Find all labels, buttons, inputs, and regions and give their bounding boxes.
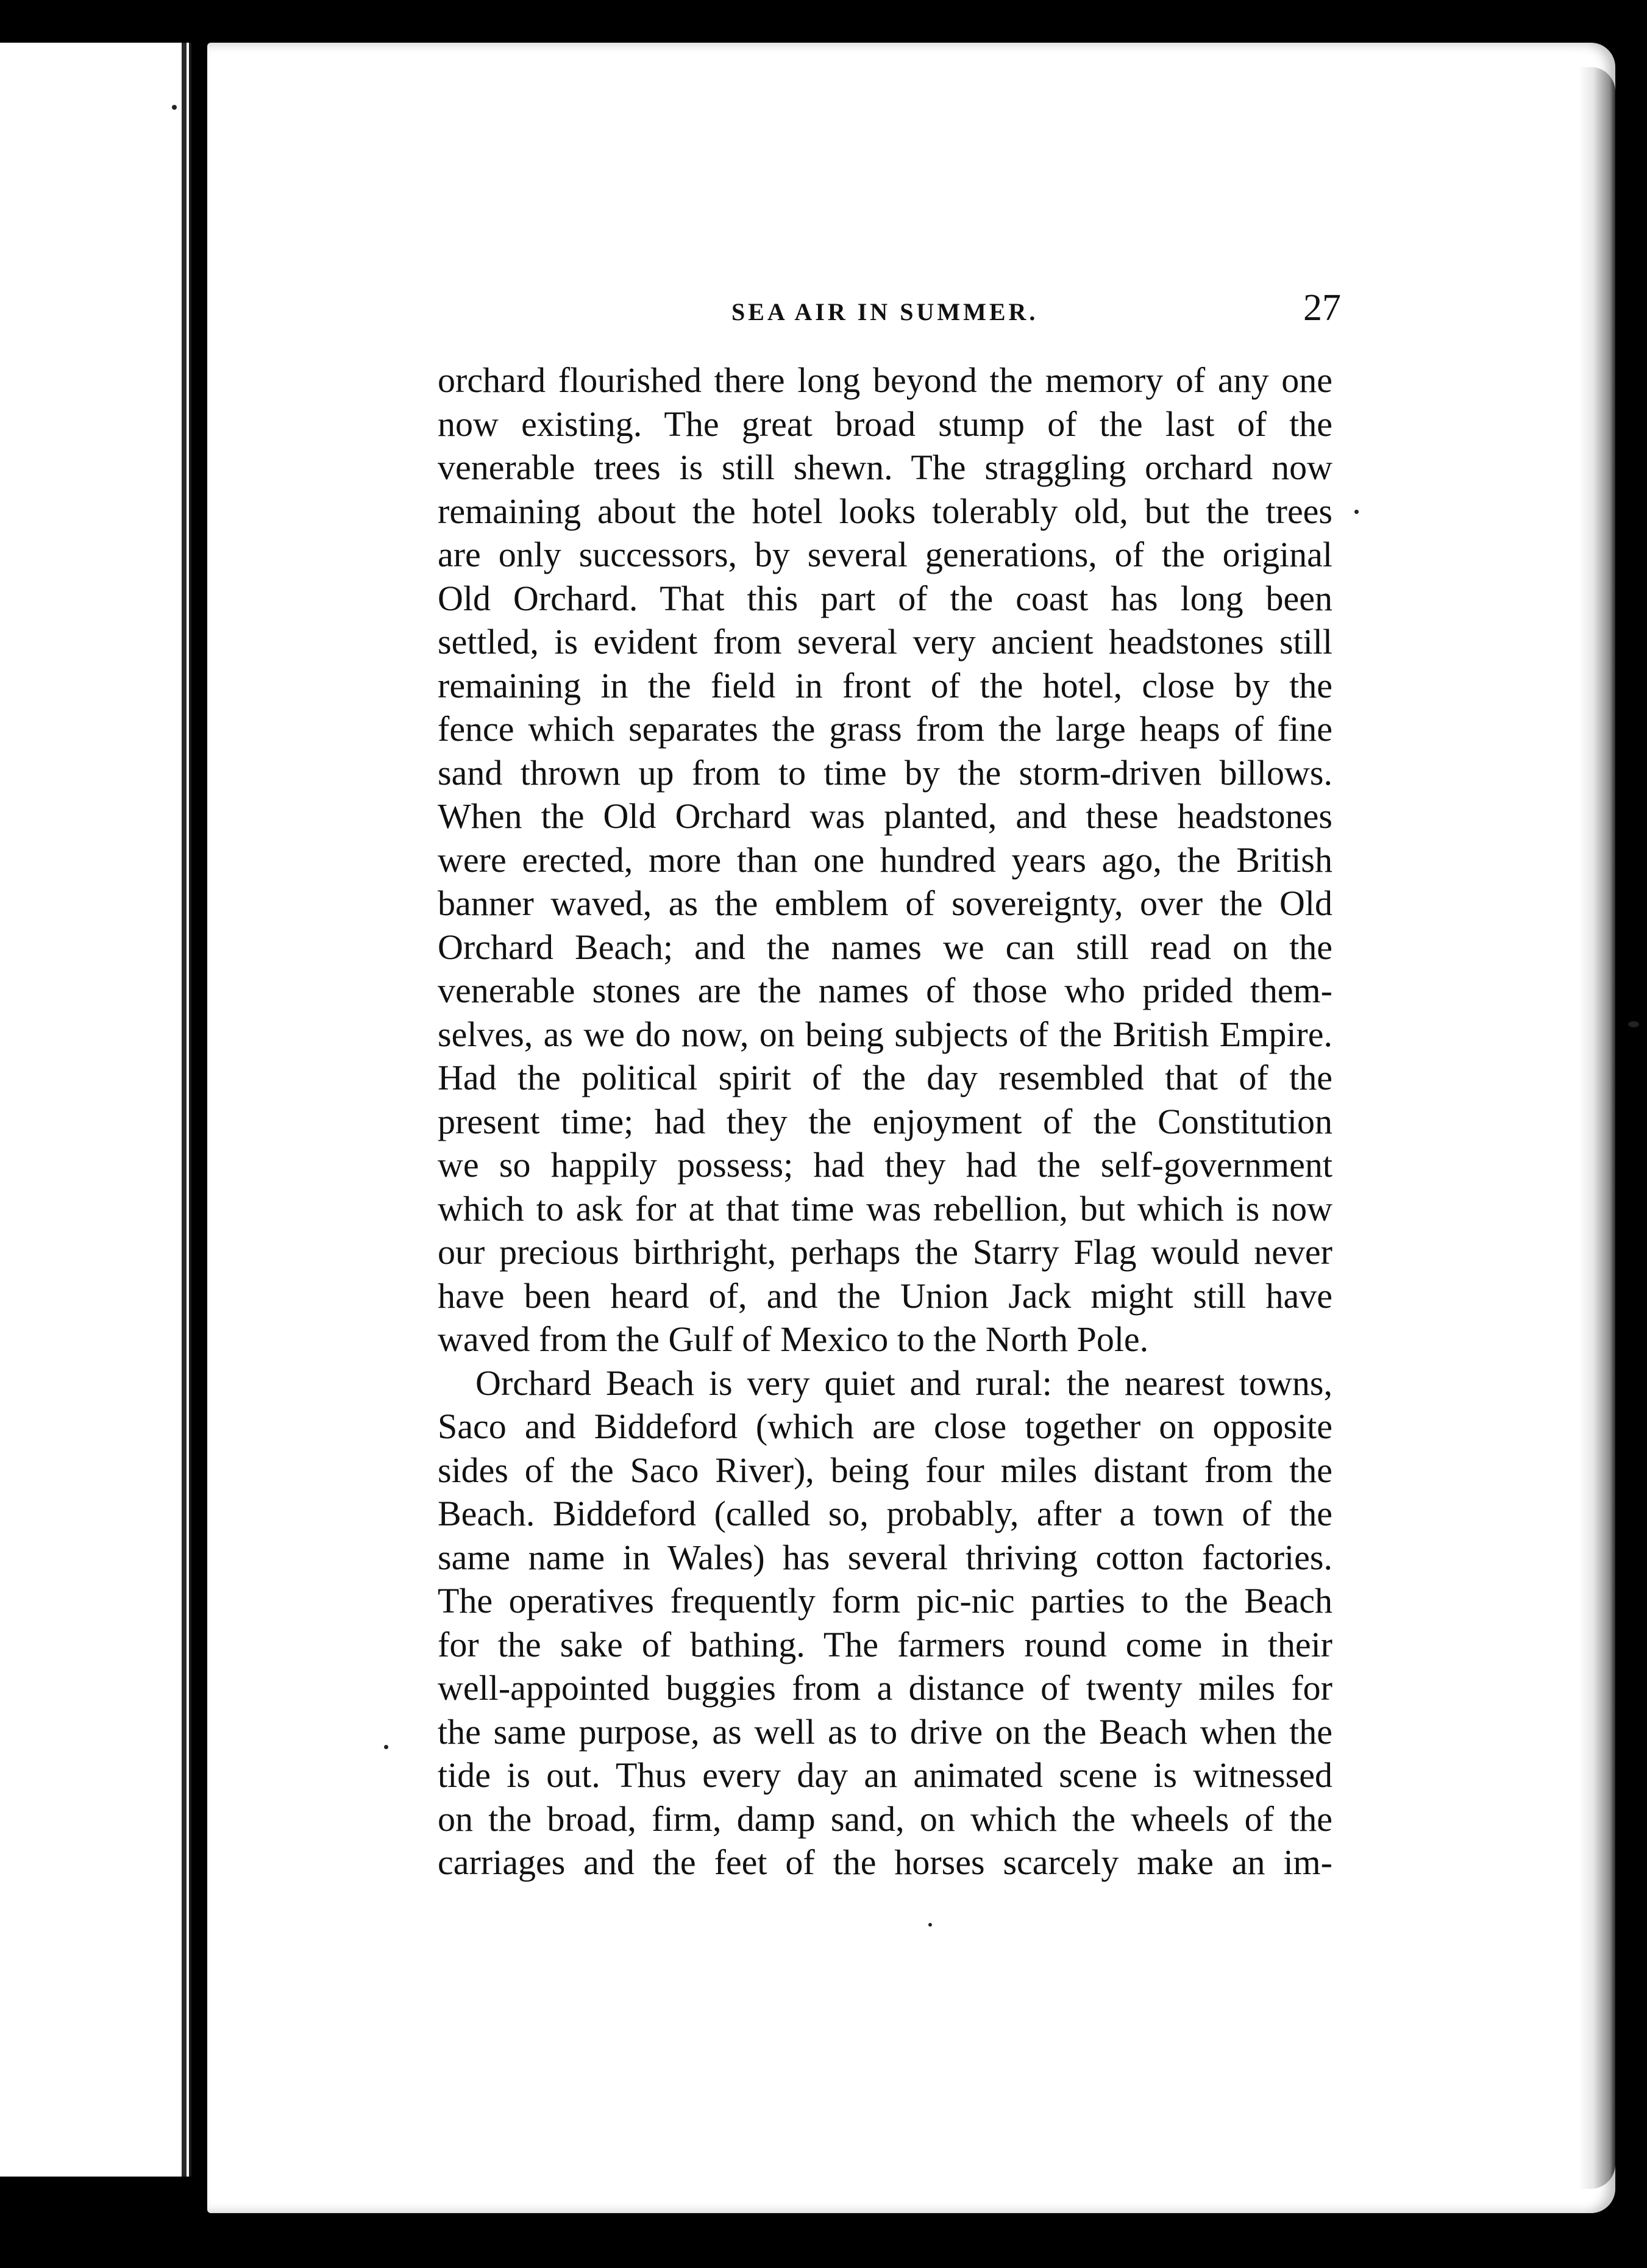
page-curl-edge xyxy=(1579,67,1615,2189)
text-line: present time; had they the enjoyment of the Constitution xyxy=(438,1101,1332,1141)
text-line: which to ask for at that time was rebellion, but which is now xyxy=(438,1188,1332,1228)
scan-speck xyxy=(384,1745,388,1749)
paragraph xyxy=(438,358,1332,1361)
text-line: have been heard of, and the Union Jack might still have xyxy=(438,1275,1332,1316)
running-head xyxy=(439,287,1341,335)
text-line: Old Orchard. That this part of the coast has long been xyxy=(438,578,1332,618)
text-line: we so happily possess; had they had the self-government xyxy=(438,1145,1332,1185)
scan-speck xyxy=(928,1923,932,1927)
text-line: same name in Wales) has several thriving cotton factories. xyxy=(438,1537,1332,1577)
paragraph xyxy=(438,1361,1332,1885)
text-line: selves, as we do now, on being subjects of the British Empire. xyxy=(438,1014,1332,1054)
text-line: When the Old Orchard was planted, and these headstones xyxy=(438,796,1332,836)
text-line: Saco and Biddeford (which are close together on opposite xyxy=(438,1407,1332,1446)
text-line: fence which separates the grass from the large heaps of fine xyxy=(438,709,1332,749)
text-line: are only successors, by several generations, of the original xyxy=(438,535,1332,574)
body-text xyxy=(438,358,1332,1885)
text-line: settled, is evident from several very ancient headstones still xyxy=(438,622,1332,661)
text-line: orchard flourished there long beyond the memory of any one xyxy=(438,360,1332,400)
text-line: venerable stones are the names of those who prided them- xyxy=(438,971,1332,1010)
scan-speck xyxy=(1354,510,1359,514)
scan-speck xyxy=(172,105,177,110)
text-line: remaining about the hotel looks tolerably old, but the trees xyxy=(438,491,1332,531)
text-line: were erected, more than one hundred years ago, the British xyxy=(438,840,1332,880)
text-line: carriages and the feet of the horses scarcely make an im- xyxy=(438,1842,1332,1882)
text-line: Orchard Beach is very quiet and rural: the nearest towns, xyxy=(475,1363,1332,1403)
text-line: banner waved, as the emblem of sovereignty, over the Old xyxy=(438,883,1332,923)
text-line: Had the political spirit of the day resembled that of the xyxy=(438,1058,1332,1097)
text-line: sides of the Saco River), being four miles distant from the xyxy=(438,1450,1332,1490)
text-line: remaining in the field in front of the hotel, close by the xyxy=(438,665,1332,705)
text-line: tide is out. Thus every day an animated scene is witnessed xyxy=(438,1755,1332,1795)
page-number: 27 xyxy=(1303,287,1341,329)
text-line: well-appointed buggies from a distance of twenty miles for xyxy=(438,1668,1332,1708)
text-line: on the broad, firm, damp sand, on which the wheels of the xyxy=(438,1799,1332,1839)
scan-speck xyxy=(1628,1021,1639,1027)
left-page-fragment xyxy=(0,43,191,2177)
running-title: SEA AIR IN SUMMER. xyxy=(731,298,1039,326)
text-line: sand thrown up from to time by the storm-driven billows. xyxy=(438,752,1332,793)
text-line: The operatives frequently form pic-nic parties to the Beach xyxy=(438,1581,1332,1621)
text-line: our precious birthright, perhaps the Starry Flag would never xyxy=(438,1232,1332,1272)
text-line: Orchard Beach; and the names we can still read on the xyxy=(438,927,1332,967)
text-line: now existing. The great broad stump of the last of the xyxy=(438,404,1332,444)
text-line: the same purpose, as well as to drive on the Beach when the xyxy=(438,1711,1332,1752)
text-line: Beach. Biddeford (called so, probably, after a town of the xyxy=(438,1494,1332,1533)
text-line: waved from the Gulf of Mexico to the North Pole. xyxy=(438,1319,1149,1359)
text-line: venerable trees is still shewn. The straggling orchard now xyxy=(438,448,1332,487)
left-page-spine-edge xyxy=(182,43,187,2177)
text-line: for the sake of bathing. The farmers round come in their xyxy=(438,1624,1332,1664)
